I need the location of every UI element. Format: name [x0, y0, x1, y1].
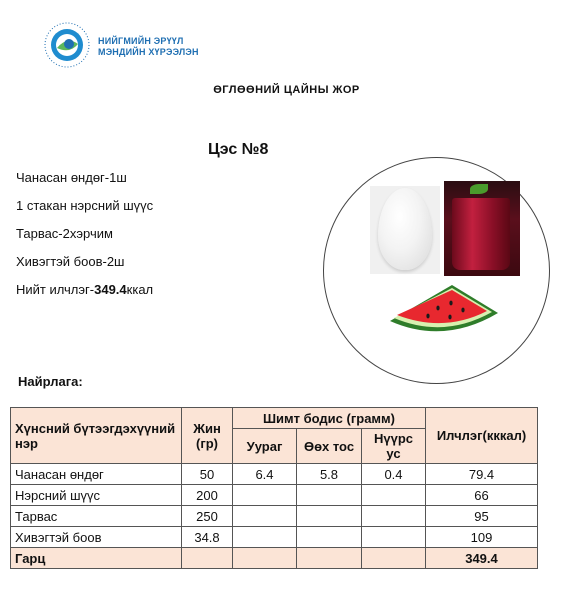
cell-protein: [233, 485, 297, 506]
total-empty-cell: [297, 548, 362, 569]
header-weight: Жин (гр): [182, 408, 233, 464]
juice-glass-icon: [452, 198, 510, 270]
cell-calories: 79.4: [426, 464, 538, 485]
total-empty-cell: [362, 548, 426, 569]
total-empty-cell: [182, 548, 233, 569]
cell-protein: 6.4: [233, 464, 297, 485]
cell-name: Чанасан өндөг: [11, 464, 182, 485]
cell-fat: [297, 527, 362, 548]
logo-line-2: МЭНДИЙН ХҮРЭЭЛЭН: [98, 47, 199, 57]
cell-weight: 34.8: [182, 527, 233, 548]
table-row: [11, 506, 538, 527]
table-row: [11, 527, 538, 548]
header-protein: Уураг: [233, 429, 297, 464]
logo-line-1: НИЙГМИЙН ЭРҮҮЛ: [98, 36, 184, 46]
cell-protein: [233, 527, 297, 548]
menu-number: Цэс №8: [208, 141, 269, 158]
cell-carbs: [362, 527, 426, 548]
ingredients-heading: Найрлага:: [18, 374, 83, 389]
cell-calories: 109: [426, 527, 538, 548]
menu-item: Чанасан өндөг-1ш: [16, 170, 127, 185]
menu-item: Тарвас-2хэрчим: [16, 226, 113, 241]
table-row: [11, 464, 538, 485]
header-fat: Өөх тос: [297, 429, 362, 464]
cell-carbs: 0.4: [362, 464, 426, 485]
cell-carbs: [362, 485, 426, 506]
total-label: Гарц: [11, 548, 182, 569]
total-unit: ккал: [126, 282, 154, 297]
header-food-name: Хүнсний бүтээгдэхүүний нэр: [11, 408, 182, 464]
page-title: ӨГЛӨӨНИЙ ЦАЙНЫ ЖОР: [213, 84, 360, 96]
watermelon-icon: [388, 283, 500, 335]
cell-name: Хивэгтэй боов: [11, 527, 182, 548]
institute-logo: [42, 20, 212, 70]
cell-name: Тарвас: [11, 506, 182, 527]
menu-item: Хивэгтэй боов-2ш: [16, 254, 125, 269]
total-calories-line: [16, 279, 153, 307]
menu-item-list: [16, 167, 153, 307]
cell-carbs: [362, 506, 426, 527]
cell-weight: 250: [182, 506, 233, 527]
cell-calories: 95: [426, 506, 538, 527]
total-calories: 349.4: [426, 548, 538, 569]
header-carbs: Нүүрс ус: [362, 429, 426, 464]
total-prefix: Нийт илчлэг-: [16, 282, 95, 297]
total-empty-cell: [233, 548, 297, 569]
cell-weight: 50: [182, 464, 233, 485]
cell-fat: 5.8: [297, 464, 362, 485]
header-nutrients: Шимт бодис (грамм): [233, 408, 426, 429]
mint-leaf-icon: [470, 184, 488, 194]
header-calories: Илчлэг(кккал): [426, 408, 538, 464]
total-value: 349.4: [94, 282, 127, 297]
logo-text: [98, 36, 199, 58]
cell-protein: [233, 506, 297, 527]
cell-weight: 200: [182, 485, 233, 506]
ingredients-table: [10, 407, 538, 569]
total-row: [11, 548, 538, 569]
logo-emblem-icon: [42, 20, 94, 70]
cell-fat: [297, 485, 362, 506]
table-row: [11, 485, 538, 506]
menu-item: 1 стакан нэрсний шүүс: [16, 198, 154, 213]
cell-calories: 66: [426, 485, 538, 506]
cell-name: Нэрсний шүүс: [11, 485, 182, 506]
cell-fat: [297, 506, 362, 527]
